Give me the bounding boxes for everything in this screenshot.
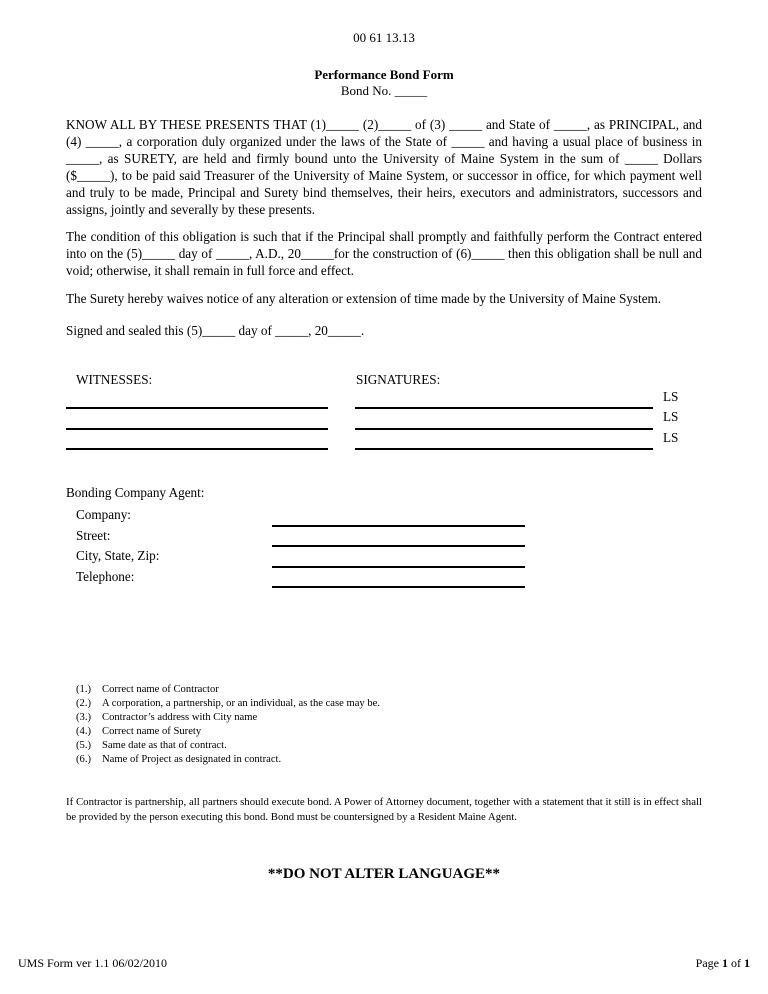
page-of: of [728,956,744,970]
footnote-number: (5.) [76,740,92,751]
witnesses-label: WITNESSES: [76,372,153,387]
surety-waiver-paragraph: The Surety hereby waives notice of any alteration or extension of time made by the University of Maine System. [66,291,662,306]
ls-marker-1: LS [663,389,679,404]
signature-line-3 [355,448,653,450]
signature-line-1 [355,407,653,409]
page-prefix: Page [695,956,722,970]
witness-line-3 [66,448,328,450]
ls-marker-2: LS [663,409,679,424]
list-item [76,697,380,711]
footnotes-list [76,683,380,767]
footnote-text: Name of Project as designated in contract. [102,754,282,765]
page-title: Performance Bond Form [314,67,454,82]
bond-declaration-paragraph: KNOW ALL BY THESE PRESENTS THAT (1)_____ (2)_____ of (3) _____ and State of _____, as PRINCIPAL, and (4) _____, a corporation duly organized under the laws of the State of _____ and having a usual place of business in _____, as SURETY, are held and firmly bound unto the University of Maine System in the sum of _____ Dollars ($_____), to be paid said Treasurer of the University of Maine System, or successor in office, for which payment well and truly to be made, Principal and Surety bind themselves, their heirs, executors and administrators, successors and assigns, jointly and severally by these presents. [66,117,702,217]
footnote-text: Correct name of Surety [102,726,202,737]
signature-line-2 [355,428,653,430]
agent-city-state-zip-line [272,566,525,568]
footnote-number: (6.) [76,754,92,765]
witness-line-2 [66,428,328,430]
bond-condition-paragraph: The condition of this obligation is such that if the Principal shall promptly and faithfully perform the Contract entered into on the (5)_____ day of _____, A.D., 20_____for the construction of (6)_____ then this obligation shall be null and void; otherwise, it shall remain in full force and effect. [66,229,702,278]
form-version: UMS Form ver 1.1 06/02/2010 [18,956,168,970]
footnote-number: (2.) [76,698,92,709]
agent-company-label: Company: [76,507,131,522]
footnote-text: A corporation, a partnership, or an individual, as the case may be. [102,698,380,709]
page-total: 1 [744,956,750,970]
execution-instructions: If Contractor is partnership, all partners should execute bond. A Power of Attorney document, together with a statement that it still is in effect shall be provided by the person executing this bond. Bond must be countersigned by a Resident Maine Agent. [66,796,702,823]
footnote-number: (1.) [76,684,92,695]
footnote-number: (4.) [76,726,92,737]
do-not-alter-warning: **DO NOT ALTER LANGUAGE** [267,866,501,882]
footnote-text: Same date as that of contract. [102,740,227,751]
agent-company-line [272,525,525,527]
ls-marker-3: LS [663,430,679,445]
signatures-label: SIGNATURES: [356,372,441,387]
list-item [76,739,380,753]
agent-city-state-zip-label: City, State, Zip: [76,548,160,563]
list-item [76,753,380,767]
footnote-number: (3.) [76,712,92,723]
section-number: 00 61 13.13 [353,30,415,45]
agent-telephone-line [272,586,525,588]
signed-sealed-line: Signed and sealed this (5)_____ day of _____, 20_____. [66,323,365,338]
agent-telephone-label: Telephone: [76,569,135,584]
list-item [76,725,380,739]
witness-line-1 [66,407,328,409]
page-number [696,956,750,971]
page-current: 1 [722,956,728,970]
footnote-text: Contractor’s address with City name [102,712,258,723]
agent-street-line [272,545,525,547]
bonding-agent-heading: Bonding Company Agent: [66,485,205,500]
footnote-text: Correct name of Contractor [102,684,219,695]
list-item [76,683,380,697]
agent-street-label: Street: [76,528,111,543]
bond-number: Bond No. _____ [340,83,428,98]
list-item [76,711,380,725]
